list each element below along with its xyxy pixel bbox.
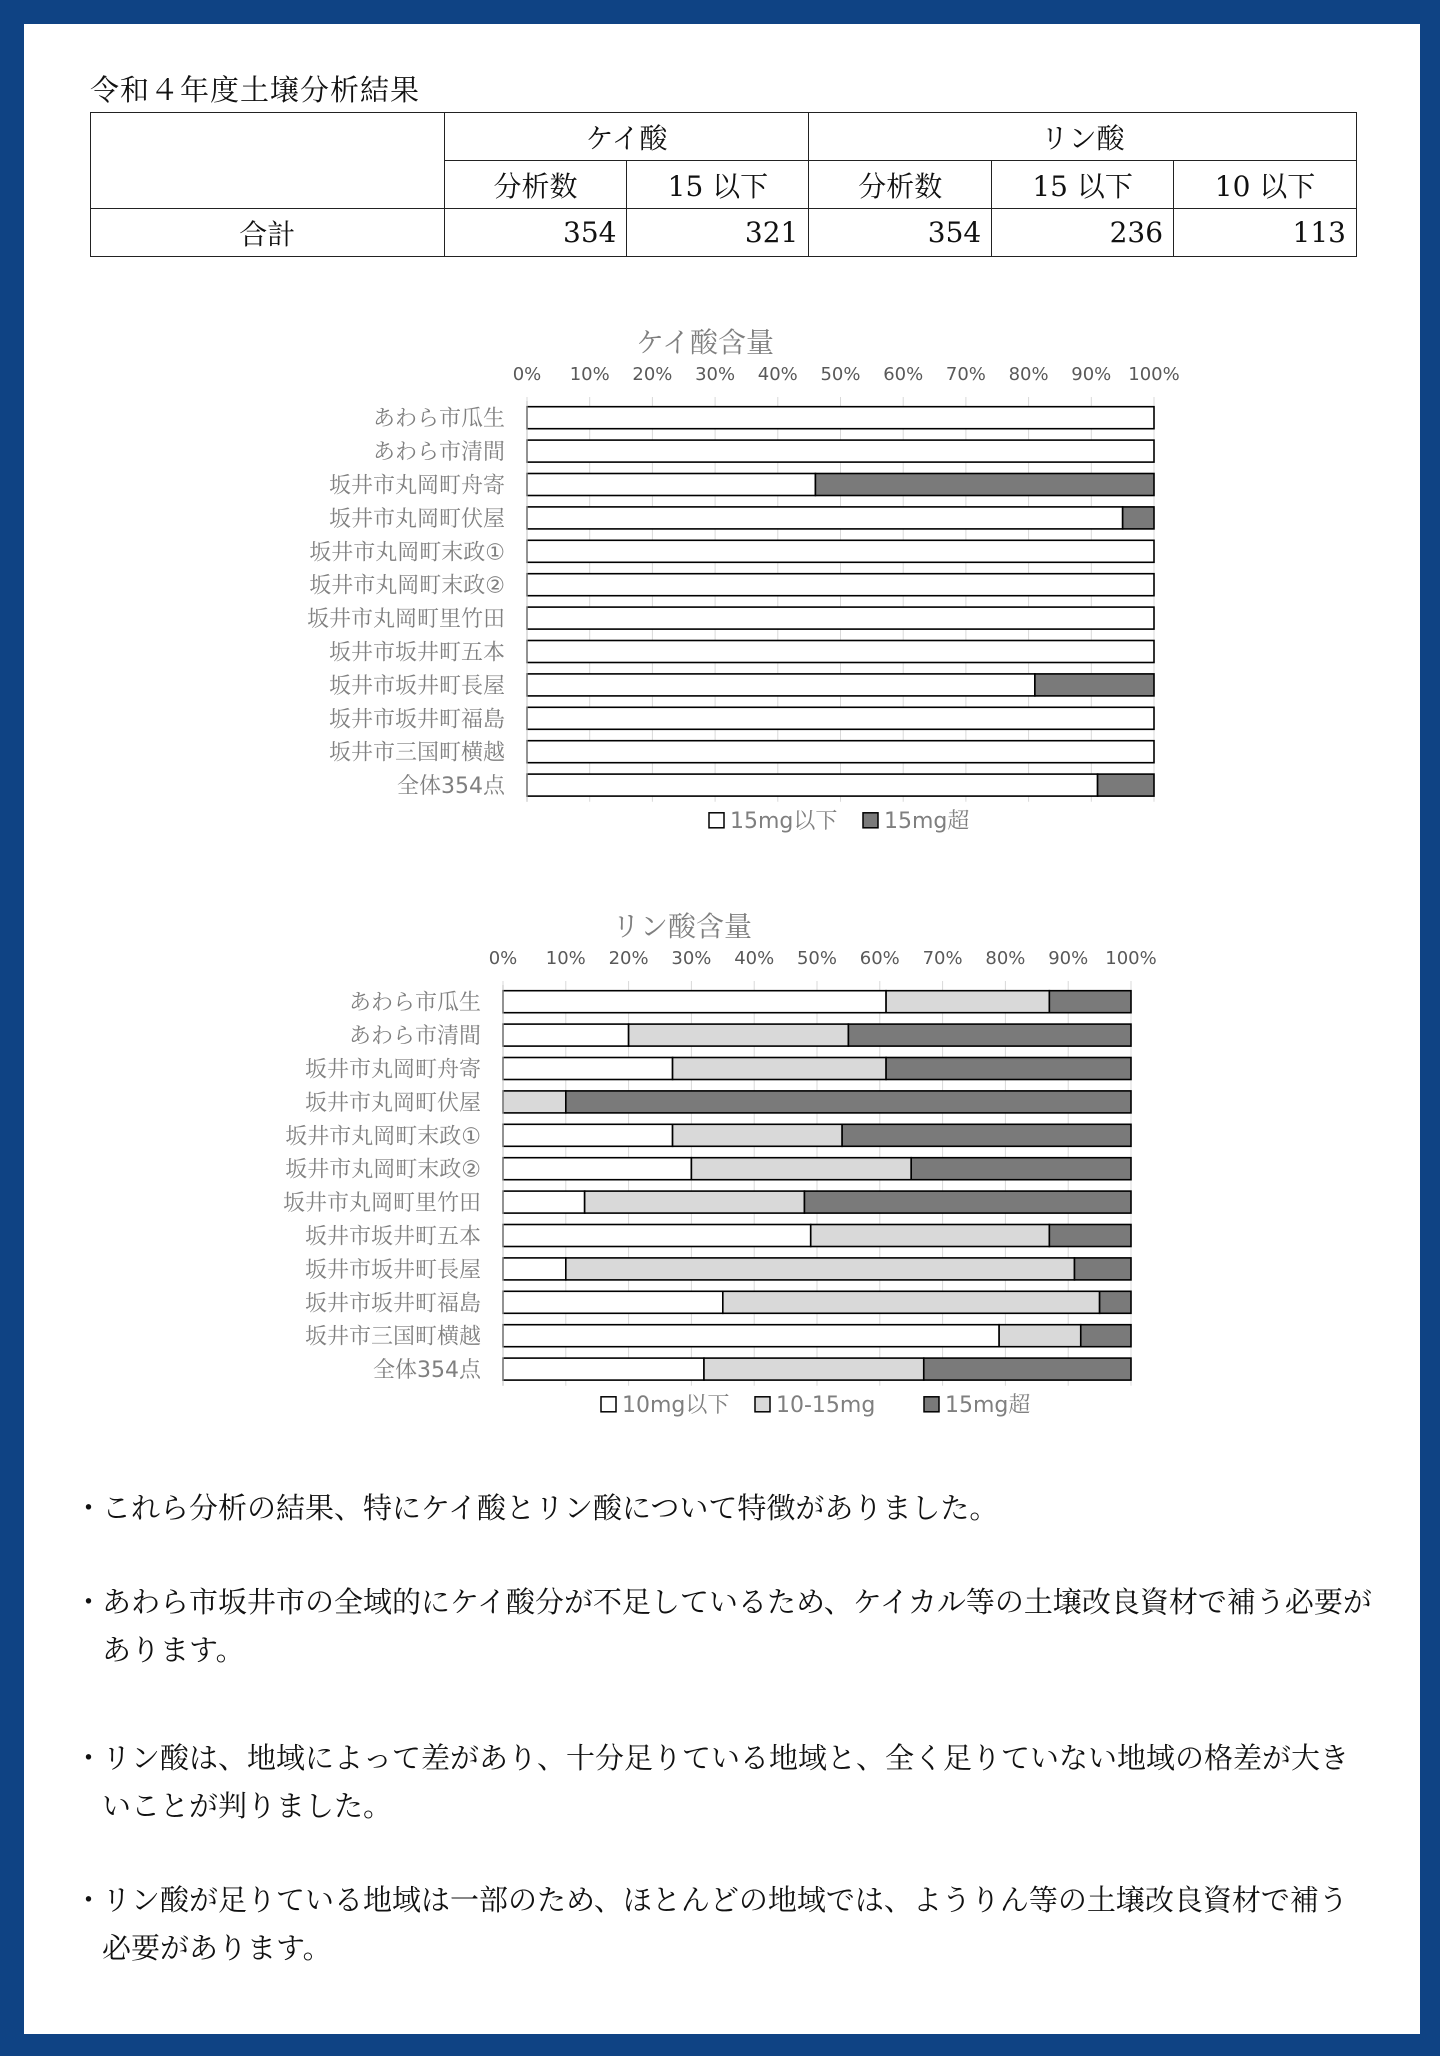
x-tick-label: 30% xyxy=(695,364,736,385)
finding-item xyxy=(74,1484,1374,1532)
category-label: あわら市清間 xyxy=(372,440,505,466)
bar-segment xyxy=(1081,1325,1131,1347)
rinsan-chart-svg xyxy=(24,884,1420,1444)
bar-segment xyxy=(503,1191,585,1213)
bar-segment xyxy=(527,674,1035,696)
category-label: 坂井市丸岡町末政② xyxy=(285,1157,481,1183)
header-rinsan: リン酸 xyxy=(809,113,1357,161)
bar-segment xyxy=(566,1091,1131,1113)
bar-segment xyxy=(811,1225,1050,1247)
bar-segment xyxy=(527,574,1154,596)
legend-label: 10-15mg xyxy=(776,1392,876,1418)
legend-label: 15mg以下 xyxy=(730,808,838,834)
bar-segment xyxy=(503,1091,566,1113)
bar-segment xyxy=(629,1024,849,1046)
category-label: 坂井市坂井町長屋 xyxy=(304,1257,481,1283)
bar-segment xyxy=(527,707,1154,729)
category-label: 坂井市坂井町五本 xyxy=(328,640,505,666)
bar-segment xyxy=(1049,1225,1131,1247)
bar-segment xyxy=(527,407,1154,429)
bar-segment xyxy=(527,540,1154,562)
bar-segment xyxy=(527,607,1154,629)
cell-rinsan-count: 354 xyxy=(809,209,992,257)
x-tick-label: 0% xyxy=(512,364,542,385)
x-tick-label: 60% xyxy=(859,948,900,969)
legend-swatch xyxy=(709,813,724,828)
x-tick-label: 10% xyxy=(545,948,586,969)
bar-segment xyxy=(704,1358,924,1380)
bar-segment xyxy=(527,641,1154,663)
bar-segment xyxy=(503,1058,673,1080)
category-label: 坂井市丸岡町末政① xyxy=(309,540,505,566)
bar-segment xyxy=(1123,507,1154,529)
category-label: 坂井市丸岡町里竹田 xyxy=(306,607,505,633)
bar-segment xyxy=(527,741,1154,763)
x-tick-label: 60% xyxy=(883,364,924,385)
header-rinsan-count: 分析数 xyxy=(809,161,992,209)
cell-keisan-count: 354 xyxy=(444,209,627,257)
bar-segment xyxy=(527,440,1154,462)
finding-item xyxy=(74,1578,1374,1674)
bar-segment xyxy=(1049,991,1131,1013)
bar-segment xyxy=(503,1291,723,1313)
finding-text: あわら市坂井市の全域的にケイ酸分が不足しているため、ケイカル等の土壌改良資材で補う必要があります。 xyxy=(102,1585,1372,1667)
bullet-marker: ・ xyxy=(74,1585,104,1619)
x-tick-label: 70% xyxy=(945,364,986,385)
bar-segment xyxy=(848,1024,1131,1046)
bar-segment xyxy=(503,1325,999,1347)
bar-segment xyxy=(585,1191,805,1213)
x-tick-label: 100% xyxy=(1105,948,1157,969)
cell-keisan-15: 321 xyxy=(627,209,809,257)
x-tick-label: 50% xyxy=(796,948,838,969)
x-tick-label: 80% xyxy=(1008,364,1049,385)
category-label: 坂井市丸岡町伏屋 xyxy=(304,1090,481,1116)
bar-segment xyxy=(673,1058,887,1080)
header-keisan-count: 分析数 xyxy=(444,161,627,209)
x-tick-label: 20% xyxy=(632,364,673,385)
document-page xyxy=(24,24,1420,2034)
table-corner-cell xyxy=(91,113,445,209)
category-label: あわら市瓜生 xyxy=(372,406,505,432)
bar-segment xyxy=(566,1258,1075,1280)
category-label: 坂井市坂井町長屋 xyxy=(328,673,505,699)
bar-segment xyxy=(804,1191,1131,1213)
category-label: 坂井市丸岡町伏屋 xyxy=(328,506,505,532)
x-tick-label: 70% xyxy=(922,948,963,969)
bar-segment xyxy=(924,1358,1131,1380)
x-tick-label: 0% xyxy=(488,948,518,969)
category-label: あわら市清間 xyxy=(348,1024,481,1050)
bar-segment xyxy=(503,1024,629,1046)
summary-table xyxy=(90,112,1357,257)
cell-rinsan-10: 113 xyxy=(1174,209,1357,257)
bar-segment xyxy=(999,1325,1081,1347)
category-label: 坂井市三国町横越 xyxy=(328,740,505,766)
x-tick-label: 40% xyxy=(734,948,775,969)
category-label: あわら市瓜生 xyxy=(348,990,481,1016)
header-keisan: ケイ酸 xyxy=(444,113,809,161)
bar-segment xyxy=(503,1258,566,1280)
bar-segment xyxy=(1035,674,1154,696)
bar-segment xyxy=(691,1158,911,1180)
legend-label: 10mg以下 xyxy=(622,1392,730,1418)
legend-swatch xyxy=(924,1397,939,1412)
bar-segment xyxy=(503,1358,704,1380)
header-rinsan-10: 10 以下 xyxy=(1174,161,1357,209)
bullet-marker: ・ xyxy=(74,1741,104,1775)
chart-title: ケイ酸含量 xyxy=(635,326,775,359)
finding-item xyxy=(74,1876,1374,1972)
bar-segment xyxy=(527,507,1123,529)
findings-list xyxy=(74,1484,1374,1972)
table-header-row-1 xyxy=(91,113,1357,161)
finding-item xyxy=(74,1734,1374,1830)
bar-segment xyxy=(842,1124,1131,1146)
bullet-marker: ・ xyxy=(74,1883,104,1917)
cell-rinsan-15: 236 xyxy=(992,209,1174,257)
category-label: 坂井市丸岡町舟寄 xyxy=(304,1057,481,1083)
x-tick-label: 10% xyxy=(569,364,610,385)
rinsan-chart xyxy=(24,884,1420,1444)
page-title: 令和４年度土壌分析結果 xyxy=(90,73,421,107)
bar-segment xyxy=(815,474,1154,496)
x-tick-label: 50% xyxy=(820,364,861,385)
bullet-marker: ・ xyxy=(74,1491,104,1525)
x-tick-label: 90% xyxy=(1048,948,1089,969)
bar-segment xyxy=(503,991,886,1013)
header-keisan-15: 15 以下 xyxy=(627,161,809,209)
category-label: 坂井市丸岡町末政① xyxy=(285,1124,481,1150)
category-label: 坂井市丸岡町里竹田 xyxy=(282,1191,481,1217)
finding-text: これら分析の結果、特にケイ酸とリン酸について特徴がありました。 xyxy=(102,1491,999,1525)
bar-segment xyxy=(503,1124,673,1146)
x-tick-label: 100% xyxy=(1128,364,1180,385)
bar-segment xyxy=(886,991,1049,1013)
bar-segment xyxy=(1098,774,1154,796)
bar-segment xyxy=(527,774,1098,796)
bar-segment xyxy=(503,1158,691,1180)
table-row xyxy=(91,209,1357,257)
category-label: 坂井市坂井町五本 xyxy=(304,1224,481,1250)
bar-segment xyxy=(723,1291,1100,1313)
legend-swatch xyxy=(755,1397,770,1412)
x-tick-label: 80% xyxy=(985,948,1026,969)
bar-segment xyxy=(1074,1258,1131,1280)
category-label: 坂井市坂井町福島 xyxy=(304,1291,481,1317)
category-label: 坂井市丸岡町舟寄 xyxy=(328,473,505,499)
bar-segment xyxy=(911,1158,1131,1180)
x-tick-label: 40% xyxy=(757,364,798,385)
row-label-total: 合計 xyxy=(91,209,445,257)
bar-segment xyxy=(527,474,815,496)
x-tick-label: 20% xyxy=(608,948,649,969)
keisan-chart xyxy=(24,300,1420,860)
header-rinsan-15: 15 以下 xyxy=(992,161,1174,209)
legend-swatch xyxy=(601,1397,616,1412)
legend-swatch xyxy=(863,813,878,828)
legend-label: 15mg超 xyxy=(945,1392,1031,1418)
category-label: 全体354点 xyxy=(397,774,505,800)
category-label: 坂井市丸岡町末政② xyxy=(309,573,505,599)
bar-segment xyxy=(503,1225,811,1247)
legend-label: 15mg超 xyxy=(884,808,970,834)
finding-text: リン酸は、地域によって差があり、十分足りている地域と、全く足りていない地域の格差が大きいことが判りました。 xyxy=(102,1741,1350,1823)
bar-segment xyxy=(673,1124,843,1146)
bar-segment xyxy=(1100,1291,1131,1313)
category-label: 坂井市坂井町福島 xyxy=(328,707,505,733)
finding-text: リン酸が足りている地域は一部のため、ほとんどの地域では、ようりん等の土壌改良資材で補う必要があります。 xyxy=(102,1883,1348,1965)
category-label: 全体354点 xyxy=(373,1358,481,1384)
bar-segment xyxy=(886,1058,1131,1080)
keisan-chart-svg xyxy=(24,300,1420,860)
chart-title: リン酸含量 xyxy=(611,910,753,943)
x-tick-label: 90% xyxy=(1071,364,1112,385)
x-tick-label: 30% xyxy=(671,948,712,969)
category-label: 坂井市三国町横越 xyxy=(304,1324,481,1350)
